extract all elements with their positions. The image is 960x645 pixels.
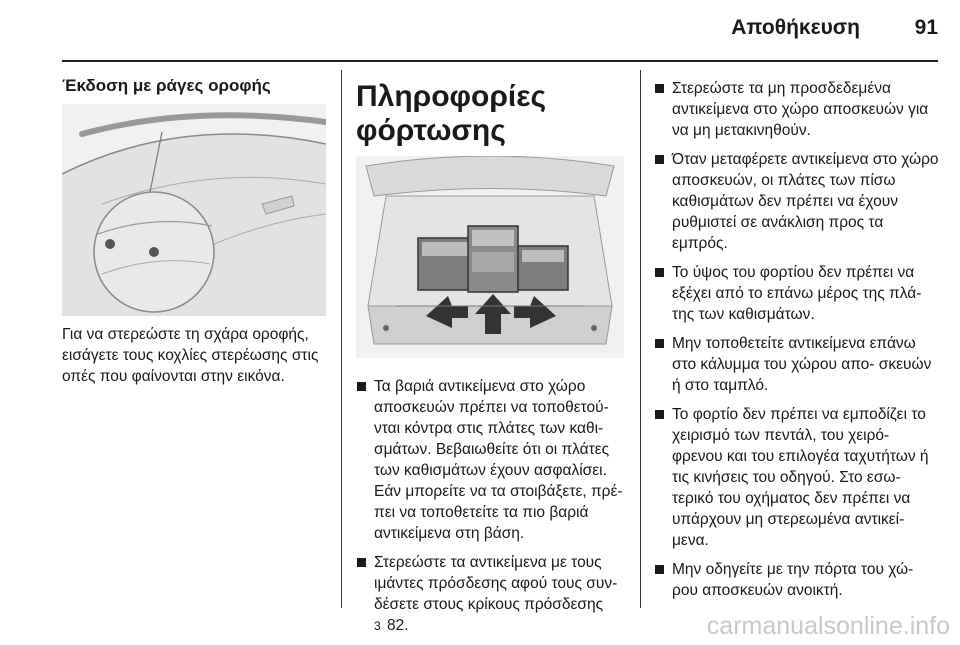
bullet-square-icon (655, 155, 664, 164)
page-title: Αποθήκευση (731, 16, 860, 39)
list-item (356, 376, 628, 544)
heading-line: Πληροφορίες (356, 80, 547, 113)
bullet-square-icon (655, 268, 664, 277)
list-item (654, 333, 940, 396)
bullet-text: Τα βαριά αντικείμενα στο χώρο αποσκευών πρέπει να τοποθετού- νται κόντρα στις πλάτες των καθι- σμάτων. Βεβαιωθείτε ότι οι πλάτες των καθισμάτων έχουν ασφαλίσει. Εάν μπορείτε να τα στοιβάξετε, πρέ- πει να τοποθετείτε τα πιο βαριά αντικείμενα στη βάση. (374, 378, 623, 542)
page-reference-icon: 3 (374, 619, 381, 633)
bullet-square-icon (655, 339, 664, 348)
loading-bullet-list-continued (654, 78, 940, 609)
list-item (654, 262, 940, 325)
section-heading-loading-info (356, 80, 626, 148)
list-item (654, 78, 940, 141)
page-number: 91 (914, 16, 938, 39)
list-item (654, 559, 940, 601)
section-heading-roof-rails: Έκδοση με ράγες οροφής (62, 76, 271, 95)
bullet-text: Μην οδηγείτε με την πόρτα του χώ- ρου αποσκευών ανοικτή. (672, 561, 914, 599)
bullet-text: Το φορτίο δεν πρέπει να εμποδίζει το χειρισμό των πεντάλ, του χειρό- φρενου και του επιλογέα ταχυτήτων ή τις κινήσεις του οδηγού. Στο εσω- τερικό του οχήματος δεν πρέπει να υπάρχουν μη στερεωμένα αντικεί- μενα. (672, 406, 929, 549)
bullet-square-icon (655, 410, 664, 419)
column-divider-left (341, 70, 342, 608)
bullet-text: Στερεώστε τα αντικείμενα με τους ιμάντες πρόσδεσης αφού τους συν- δέσετε στους κρίκους πρόσδεσης (374, 554, 618, 613)
bullet-text: Όταν μεταφέρετε αντικείμενα στο χώρο αποσκευών, οι πλάτες των πίσω καθισμάτων δεν πρέπει να έχουν ρυθμιστεί σε ανάκλιση προς τα εμπρός. (672, 151, 939, 252)
bullet-text: Μην τοποθετείτε αντικείμενα επάνω στο κάλυμμα του χώρου απο- σκευών ή στο ταμπλό. (672, 335, 932, 394)
header-divider (62, 60, 938, 62)
bullet-text: Στερεώστε τα μη προσδεδεμένα αντικείμενα στο χώρο αποσκευών για να μη μετακινηθούν. (672, 80, 929, 139)
page-reference-link[interactable]: 82. (387, 617, 409, 634)
list-item (654, 149, 940, 254)
bullet-square-icon (655, 84, 664, 93)
luggage-compartment-illustration (356, 156, 624, 358)
bullet-square-icon (655, 565, 664, 574)
loading-bullet-list (356, 376, 628, 645)
watermark-brand: carmanualsonline.info (706, 612, 950, 640)
bullet-text: Το ύψος του φορτίου δεν πρέπει να εξέχει από το επάνω μέρος της πλά- της των καθισμάτων. (672, 264, 922, 323)
roof-rack-instructions: Για να στερεώστε τη σχάρα οροφής, εισάγετε τους κοχλίες στερέωσης στις οπές που φαίνονται στην εικόνα. (62, 326, 319, 385)
heading-line: φόρτωσης (356, 114, 506, 147)
roof-rack-illustration (62, 104, 326, 316)
bullet-square-icon (357, 382, 366, 391)
column-divider-right (640, 70, 641, 608)
bullet-square-icon (357, 558, 366, 567)
list-item (356, 552, 628, 637)
list-item (654, 404, 940, 551)
